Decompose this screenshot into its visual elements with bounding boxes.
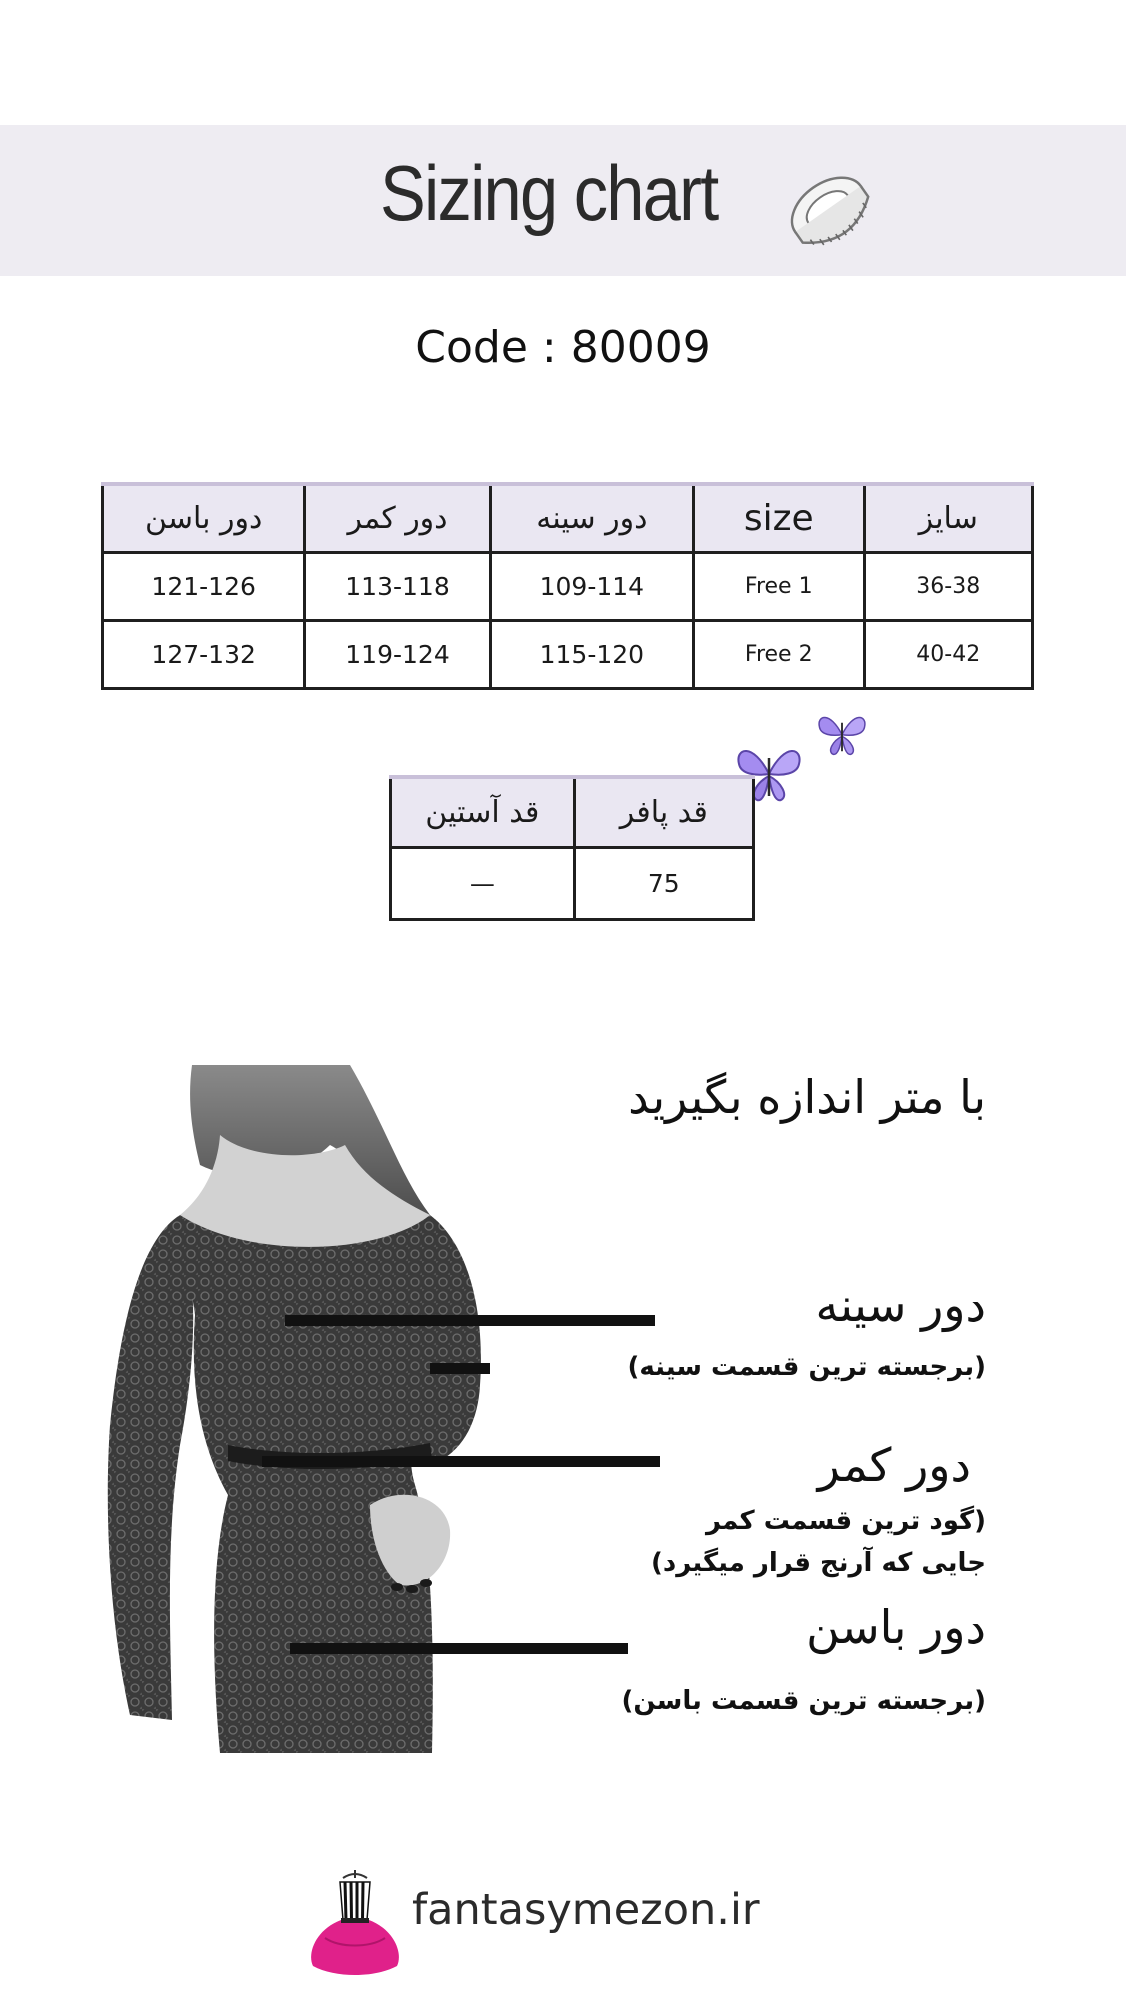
cell-size-en: Free 1 <box>694 552 865 620</box>
cell-hip: 121-126 <box>103 552 305 620</box>
product-code: Code : 80009 <box>415 322 711 373</box>
butterfly-icon <box>815 707 869 765</box>
cell-chest: 109-114 <box>490 552 693 620</box>
cell-chest: 115-120 <box>490 620 693 688</box>
hip-note: (برجسته ترین قسمت باسن) <box>621 1686 986 1716</box>
waist-label: دور کمر <box>817 1438 971 1492</box>
cell-waist: 119-124 <box>305 620 490 688</box>
header-size-fa: سایز <box>864 484 1033 552</box>
header-size-en: size <box>694 484 865 552</box>
cell-waist: 113-118 <box>305 552 490 620</box>
cell-hip: 127-132 <box>103 620 305 688</box>
waist-note-line2: جایی که آرنج قرار میگیرد) <box>651 1548 986 1578</box>
cell-size-fa: 40-42 <box>864 620 1033 688</box>
chest-label: دور سینه <box>815 1278 986 1332</box>
table-row <box>391 847 754 919</box>
chest-measure-line <box>285 1315 655 1326</box>
page-title: Sizing chart <box>380 149 718 237</box>
table-header-row <box>391 777 754 847</box>
measure-instruction: با متر اندازه بگیرید <box>628 1070 986 1124</box>
waist-measure-line <box>262 1456 660 1467</box>
size-table <box>101 482 1034 690</box>
header-puffer-length: قد پافر <box>574 777 753 847</box>
table-row <box>103 620 1033 688</box>
header-chest: دور سینه <box>490 484 693 552</box>
table-row <box>103 552 1033 620</box>
chest-note: (برجسته ترین قسمت سینه) <box>627 1352 986 1382</box>
header-sleeve-length: قد آستین <box>391 777 575 847</box>
chest-measure-tick <box>430 1363 490 1374</box>
cell-size-en: Free 2 <box>694 620 865 688</box>
dress-logo-icon <box>305 1868 405 1982</box>
measuring-tape-icon <box>782 164 874 258</box>
hip-measure-line <box>290 1643 628 1654</box>
cell-size-fa: 36-38 <box>864 552 1033 620</box>
header-hip: دور باسن <box>103 484 305 552</box>
site-name: fantasymezon.ir <box>412 1885 760 1935</box>
length-table <box>389 775 755 921</box>
header-waist: دور کمر <box>305 484 490 552</box>
hip-label: دور باسن <box>806 1600 986 1654</box>
waist-note-line1: (گود ترین قسمت کمر <box>705 1506 986 1536</box>
table-header-row <box>103 484 1033 552</box>
cell-puffer-length: 75 <box>574 847 753 919</box>
cell-sleeve-length: — <box>391 847 575 919</box>
